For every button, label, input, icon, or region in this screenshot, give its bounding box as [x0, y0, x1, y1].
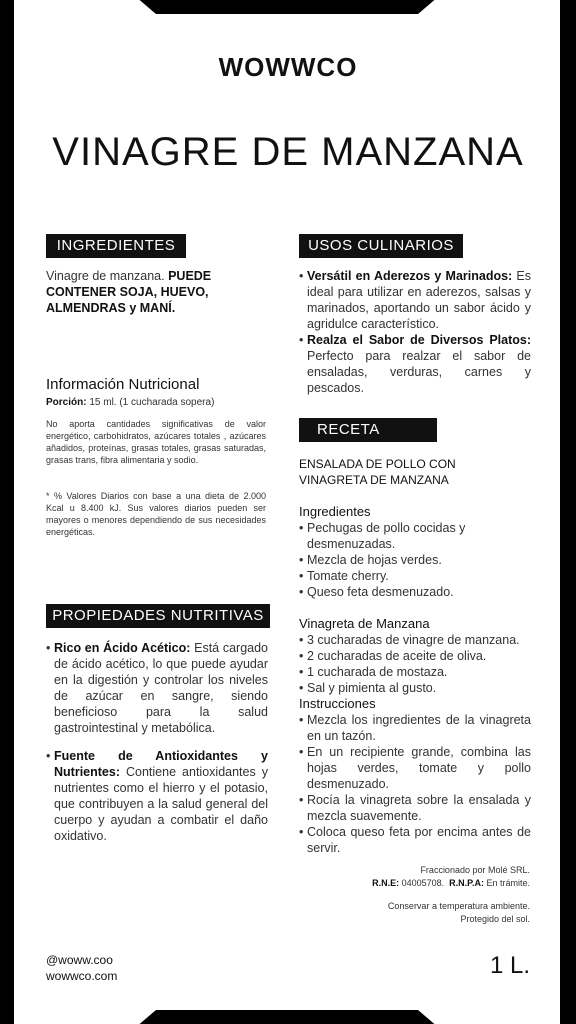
list-item: • 2 cucharadas de aceite de oliva.	[299, 648, 531, 664]
receta-vinagreta-list	[299, 632, 531, 696]
list-item: • Mezcla los ingredientes de la vinagreta en un tazón.	[299, 712, 531, 744]
propiedades-list	[46, 640, 268, 844]
conservar-text: Conservar a temperatura ambiente.	[387, 901, 530, 911]
website-text: wowwco.com	[46, 969, 118, 983]
propiedad-item	[46, 640, 268, 736]
legal-info	[372, 864, 530, 890]
list-item: • Pechugas de pollo cocidas y desmenuzadas.	[299, 520, 531, 552]
portion-value: 15 ml. (1 cucharada sopera)	[86, 397, 215, 408]
ingredientes-allergens: PUEDE CONTENER SOJA, HUEVO, ALMENDRAS y MANÍ.	[46, 269, 212, 315]
ingredientes-plain: Vinagre de manzana.	[46, 269, 169, 283]
list-item: • Rocía la vinagreta sobre la ensalada y mezcla suavemente.	[299, 792, 531, 824]
receta-body	[299, 456, 531, 856]
rne-label: R.N.E:	[372, 878, 400, 888]
list-item: • Sal y pimienta al gusto.	[299, 680, 531, 696]
list-item: • 1 cucharada de mostaza.	[299, 664, 531, 680]
list-item: • Queso feta desmenuzado.	[299, 584, 531, 600]
volume-label: 1 L.	[489, 952, 530, 979]
uso-item	[299, 268, 531, 332]
uso-text: Perfecto para realzar el sabor de ensaladas, verduras, carnes y pescados.	[307, 349, 531, 395]
receta-instrucciones-heading: Instrucciones	[299, 696, 376, 711]
rne-value: 04005708.	[399, 878, 445, 888]
list-item: • 3 cucharadas de vinagre de manzana.	[299, 632, 531, 648]
rnpa-value: En trámite.	[483, 878, 530, 888]
list-item: • En un recipiente grande, combina las hojas verdes, tomate y pollo desmenuzado.	[299, 744, 531, 792]
protegido-text: Protegido del sol.	[460, 914, 530, 924]
propiedades-heading: PROPIEDADES NUTRITIVAS	[46, 604, 270, 628]
rnpa-label: R.N.P.A:	[449, 878, 484, 888]
receta-vinagreta-heading: Vinagreta de Manzana	[299, 616, 430, 631]
receta-title-line2: VINAGRETA DE MANZANA	[299, 473, 449, 487]
receta-instrucciones-list	[299, 712, 531, 856]
ingredientes-text	[46, 268, 246, 316]
list-item: • Mezcla de hojas verdes.	[299, 552, 531, 568]
propiedad-title: Rico en Ácido Acético:	[54, 641, 191, 655]
list-item: • Coloca queso feta por encima antes de servir.	[299, 824, 531, 856]
uso-item	[299, 332, 531, 396]
ingredientes-heading: INGREDIENTES	[46, 234, 186, 258]
nutricion-footnote: * % Valores Diarios con base a una dieta de 2.000 Kcal u 8.400 kJ. Sus valores diarios pueden ser mayores o menores dependiendo de sus necesidades energéticas.	[46, 491, 266, 537]
propiedad-item	[46, 748, 268, 844]
receta-heading: RECETA	[299, 418, 437, 442]
logo-text: WOWWCO	[218, 52, 358, 82]
usos-list	[299, 268, 531, 396]
receta-ingredientes-list	[299, 520, 531, 600]
usos-heading: USOS CULINARIOS	[299, 234, 463, 258]
propiedad-text: Está cargado de ácido acético, lo que puede ayudar en la digestión y controlar los niveles de azúcar en sangre, siendo beneficioso para la salud gastrointestinal y metabólica.	[54, 641, 268, 735]
instagram-handle: @woww.coo	[46, 953, 113, 967]
storage-info	[388, 900, 530, 926]
receta-title	[299, 456, 531, 488]
list-item: • Tomate cherry.	[299, 568, 531, 584]
product-title: VINAGRE DE MANZANA	[52, 130, 524, 174]
social-links	[46, 952, 117, 984]
uso-text: Es ideal para utilizar en aderezos, salsas y marinados, aportando un sabor ácido y agridulce característico.	[307, 269, 532, 331]
nutricion-portion	[46, 395, 271, 411]
propiedad-title: Fuente de Antioxidantes y Nutrientes:	[54, 749, 268, 779]
uso-title: Versátil en Aderezos y Marinados:	[307, 269, 513, 283]
portion-label: Porción:	[46, 397, 87, 408]
propiedad-text: Contiene antioxidantes y nutrientes como el hierro y el potasio, que contribuyen a la salud general del cuerpo y ayudan a combatir el daño oxidativo.	[54, 765, 268, 843]
nutricion-note: No aporta cantidades significativas de valor energético, carbohidratos, azúcares totales , azúcares añadidos, proteínas, grasas totales, grasas saturadas, grasas trans, fibra alimentaria y sodio.	[46, 419, 266, 465]
registro-text	[372, 877, 530, 890]
brand-logo	[0, 52, 576, 83]
nutricion-heading: Información Nutricional	[46, 376, 200, 393]
fraccionado-text: Fraccionado por Molé SRL.	[420, 865, 530, 875]
uso-title: Realza el Sabor de Diversos Platos:	[307, 333, 531, 347]
receta-ingredientes-heading: Ingredientes	[299, 504, 371, 519]
receta-title-line1: ENSALADA DE POLLO CON	[299, 457, 456, 471]
